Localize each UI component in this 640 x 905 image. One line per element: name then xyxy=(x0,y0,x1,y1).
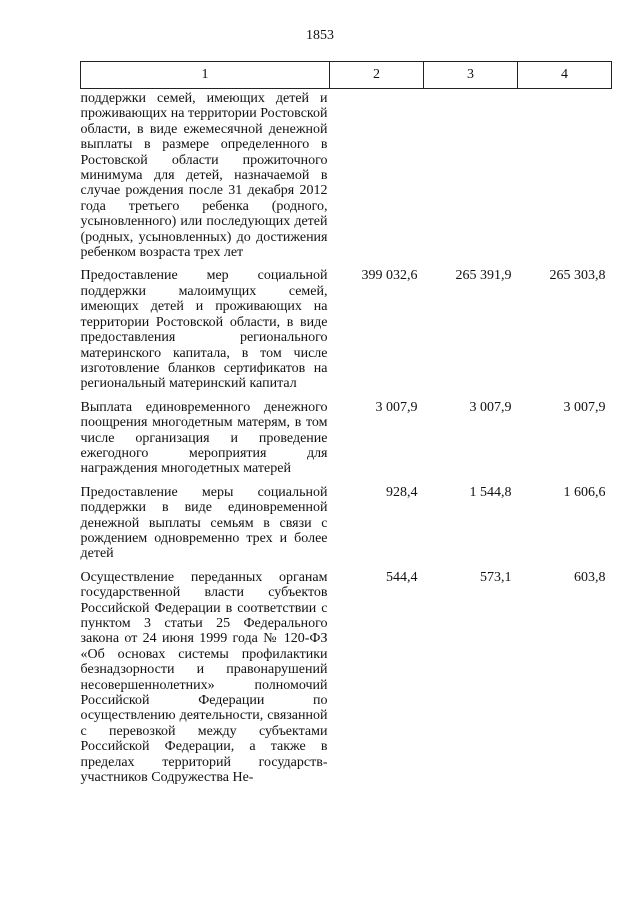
row-value-col3 xyxy=(424,89,518,261)
row-value-col2 xyxy=(330,89,424,261)
column-header-4: 4 xyxy=(518,62,612,89)
budget-table xyxy=(80,61,612,785)
row-value-col3: 3 007,9 xyxy=(469,399,512,415)
column-header-3: 3 xyxy=(424,62,518,89)
row-value-col4 xyxy=(518,89,612,261)
column-header-1: 1 xyxy=(81,62,330,89)
row-value-col2: 928,4 xyxy=(386,484,418,500)
row-description: Предоставление меры социальной поддержки в виде единовременной денежной выплаты семьям в связи с рождением одновременно трех и более детей xyxy=(80,484,328,562)
row-value-col3: 573,1 xyxy=(480,569,512,585)
row-value-col2: 544,4 xyxy=(386,569,418,585)
row-value-col2: 399 032,6 xyxy=(361,268,418,284)
page-number: 1853 xyxy=(306,28,334,43)
table-row xyxy=(81,392,612,477)
table-row xyxy=(81,562,612,786)
row-value-col3: 265 391,9 xyxy=(455,268,512,284)
column-header-2: 2 xyxy=(330,62,424,89)
row-value-col2: 3 007,9 xyxy=(375,399,418,415)
row-value-col4: 3 007,9 xyxy=(563,399,606,415)
table-row xyxy=(81,260,612,391)
row-value-col3: 1 544,8 xyxy=(469,484,512,500)
table-row xyxy=(81,89,612,261)
table-header-row xyxy=(81,62,612,89)
row-description: Осуществление переданных органам государственной власти субъектов Российской Федерации в соответствии с пунктом 3 статьи 25 Федерального закона от 24 июня 1999 года № 120-ФЗ «Об основах системы профилактики безнадзорности и правонарушений несовершеннолетних» полномочий Российской Федерации по осуществлению деятельности, связанной с перевозкой между субъектами Российской Федерации, а также в пределах территорий государств-участников Содружества Не- xyxy=(80,569,328,786)
row-value-col4: 265 303,8 xyxy=(549,268,606,284)
row-value-col4: 1 606,6 xyxy=(563,484,606,500)
row-description: Выплата единовременного денежного поощрения многодетным матерям, в том числе организация и проведение ежегодного мероприятия для награждения многодетных матерей xyxy=(80,399,328,477)
row-description: Предоставление мер социальной поддержки малоимущих семей, имеющих детей и проживающих на территории Ростовской области, в виде предоставления регионального материнского капитала, в том числе изготовление бланков сертификатов на региональный материнский капитал xyxy=(80,268,328,392)
table-row xyxy=(81,477,612,562)
row-value-col4: 603,8 xyxy=(574,569,606,585)
row-description: поддержки семей, имеющих детей и проживающих на территории Ростовской области, в виде ежемесячной денежной выплаты в размере определенного в Ростовской области прожиточного минимума для детей, назначаемой в случае рождения после 31 декабря 2012 года третьего ребенка (родного, усыновленного) или последующих детей (родных, усыновленных) до достижения ребенком возраста трех лет xyxy=(80,91,328,261)
